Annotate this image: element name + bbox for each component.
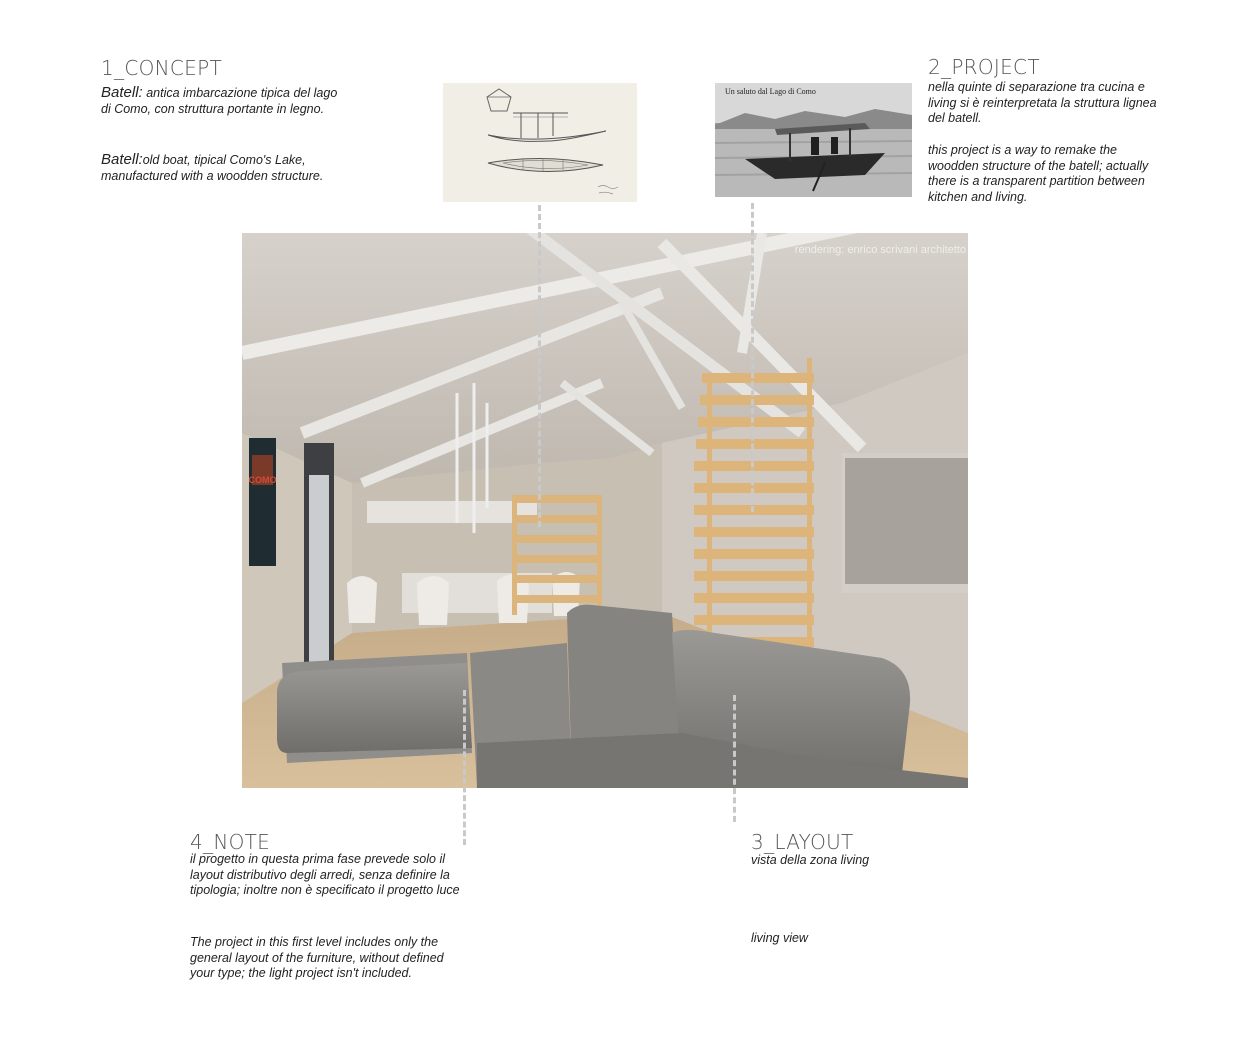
poster-text: COMO bbox=[248, 475, 277, 485]
concept-english-text bbox=[101, 152, 346, 184]
layout-english-text: living view bbox=[751, 931, 808, 945]
dashed-connector-photo bbox=[751, 203, 754, 521]
layout-italian-text: vista della zona living bbox=[751, 853, 870, 867]
layout-heading: 3_LAYOUT bbox=[751, 830, 854, 854]
project-heading: 2_PROJECT bbox=[928, 55, 1040, 79]
concept-desc-it: antica imbarcazione tipica del lago di Como, con struttura portante in legno. bbox=[101, 86, 338, 116]
concept-italian-text bbox=[101, 85, 341, 117]
note-italian-text: il progetto in questa prima fase prevede solo il layout distributivo degli arredi, senza definire la tipologia; inoltre non è specificato il progetto luce bbox=[190, 852, 460, 897]
concept-term-en: Batell: bbox=[101, 151, 143, 168]
dashed-connector-note bbox=[463, 690, 466, 845]
dashed-connector-sketch bbox=[538, 205, 541, 527]
note-heading: 4_NOTE bbox=[190, 830, 271, 854]
concept-desc-en: old boat, tipical Como's Lake, manufactured with a woodden structure. bbox=[101, 153, 324, 183]
rendering-credit: rendering: enrico scrivani architetto bbox=[794, 244, 966, 256]
project-english-text: this project is a way to remake the woodden structure of the batell; actually there is a transparent partition between kitchen and living. bbox=[928, 143, 1149, 204]
concept-term-it: Batell: bbox=[101, 84, 143, 101]
concept-heading: 1_CONCEPT bbox=[101, 56, 222, 80]
dashed-connector-layout bbox=[733, 695, 736, 822]
photo-caption: Un saluto dal Lago di Como bbox=[725, 87, 816, 96]
project-italian-text: nella quinte di separazione tra cucina e living si è reinterpretata la struttura lignea del batell. bbox=[928, 80, 1157, 125]
interior-rendering bbox=[242, 233, 968, 788]
note-english-text: The project in this first level includes only the general layout of the furniture, without defined your type; the light project isn't included. bbox=[190, 935, 444, 980]
vintage-lake-photo bbox=[715, 83, 912, 197]
boat-sketch-image bbox=[443, 83, 637, 202]
